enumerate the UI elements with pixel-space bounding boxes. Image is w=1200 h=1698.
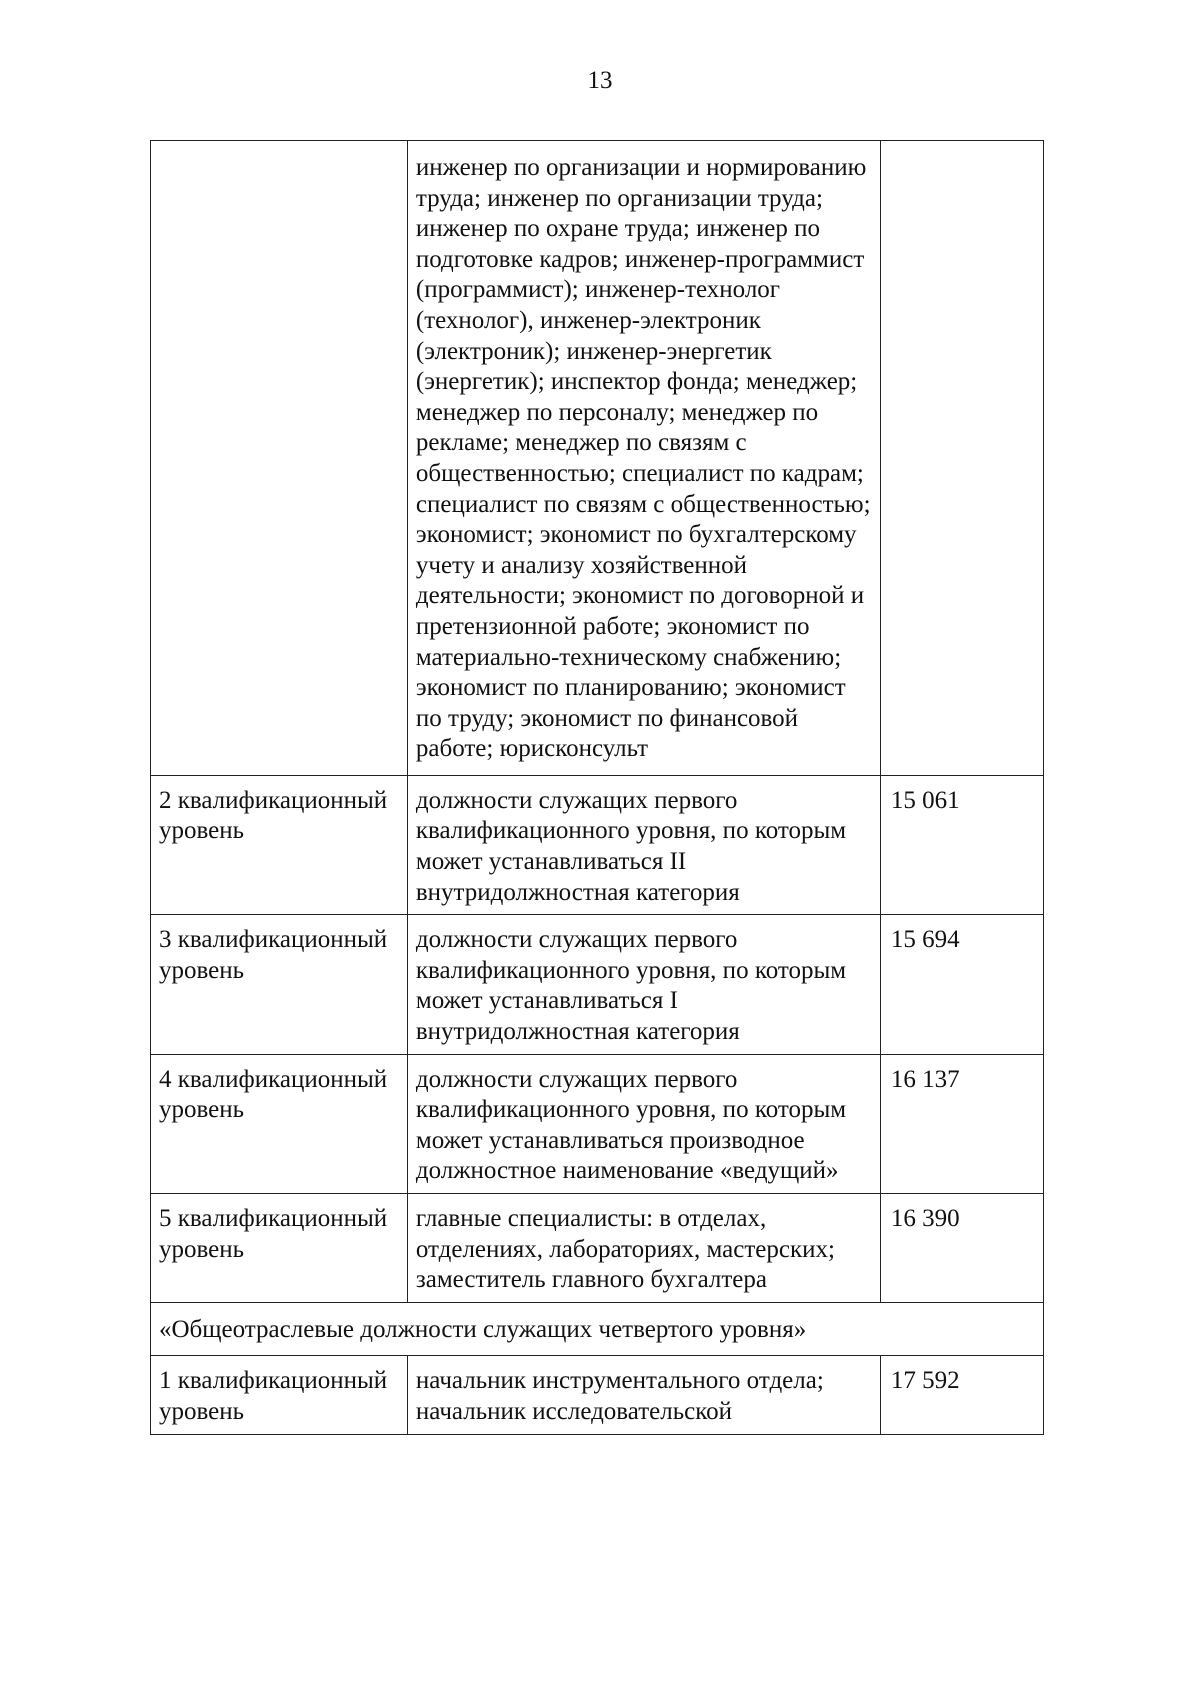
level-cell: 1 квалификационный уровень xyxy=(151,1356,408,1434)
level-cell: 3 квалификационный уровень xyxy=(151,915,408,1054)
salary-cell: 17 592 xyxy=(880,1356,1043,1434)
positions-cell: должности служащих первого квалификационного уровня, по которым может устанавливаться I внутридолжностная категория xyxy=(407,915,880,1054)
positions-cell: должности служащих первого квалификационного уровня, по которым может устанавливаться производное должностное наименование «ведущий» xyxy=(407,1054,880,1193)
table-row-continuation xyxy=(151,141,1044,776)
positions-cell: главные специалисты: в отделах, отделениях, лабораториях, мастерских; заместитель главного бухгалтера xyxy=(407,1194,880,1303)
salary-table xyxy=(150,140,1044,1435)
table-row-level-4 xyxy=(151,1054,1044,1193)
level-cell: 2 квалификационный уровень xyxy=(151,775,408,914)
salary-cell: 16 390 xyxy=(880,1194,1043,1303)
level-cell xyxy=(151,141,408,776)
level-cell: 4 квалификационный уровень xyxy=(151,1054,408,1193)
group-header: «Общеотраслевые должности служащих четвертого уровня» xyxy=(151,1302,1044,1356)
positions-cell: должности служащих первого квалификационного уровня, по которым может устанавливаться II внутридолжностная категория xyxy=(407,775,880,914)
group-header-row xyxy=(151,1302,1044,1356)
salary-cell xyxy=(880,141,1043,776)
salary-cell: 15 061 xyxy=(880,775,1043,914)
salary-cell: 16 137 xyxy=(880,1054,1043,1193)
salary-cell: 15 694 xyxy=(880,915,1043,1054)
table-row-level-5 xyxy=(151,1194,1044,1303)
table-row-level-2 xyxy=(151,775,1044,914)
table-row-level-3 xyxy=(151,915,1044,1054)
positions-cell: начальник инструментального отдела; начальник исследовательской xyxy=(407,1356,880,1434)
level-cell: 5 квалификационный уровень xyxy=(151,1194,408,1303)
table-row-level-1 xyxy=(151,1356,1044,1434)
positions-cell: инженер по организации и нормированию труда; инженер по организации труда; инженер по охране труда; инженер по подготовке кадров; инженер-программист (программист); инженер-технолог (технолог), инженер-электроник (электроник); инженер-энергетик (энергетик); инспектор фонда; менеджер; менеджер по персоналу; менеджер по рекламе; менеджер по связям с общественностью; специалист по кадрам; специалист по связям с общественностью; экономист; экономист по бухгалтерскому учету и анализу хозяйственной деятельности; экономист по договорной и претензионной работе; экономист по материально-техническому снабжению; экономист по планированию; экономист по труду; экономист по финансовой работе; юрисконсульт xyxy=(407,141,880,776)
page-number: 13 xyxy=(587,67,613,94)
